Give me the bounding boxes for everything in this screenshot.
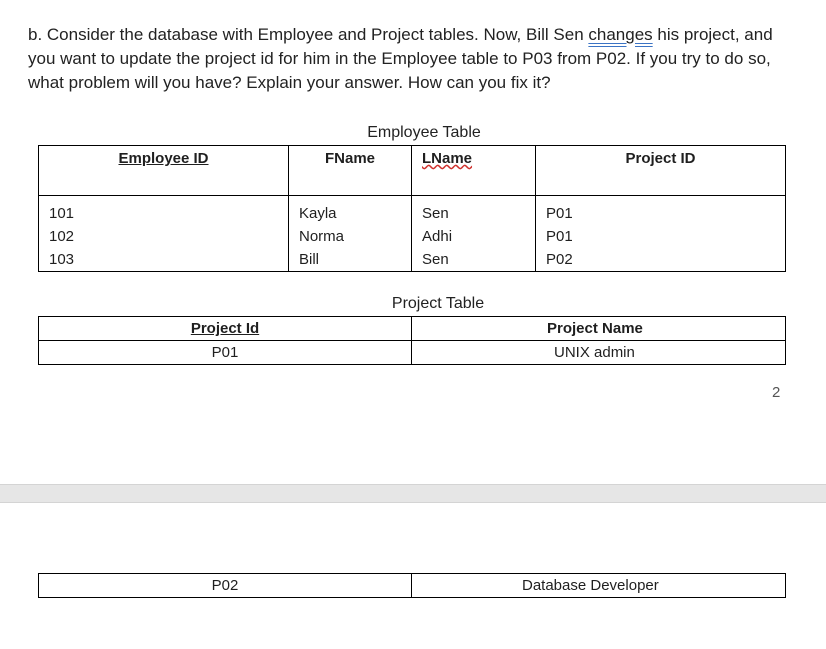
header-project-id: Project Id [39,317,412,341]
page-number: 2 [772,384,781,401]
cell-project-id: P01 [39,341,412,365]
cell-employee-id: 103 [39,248,289,272]
table-row [39,574,786,598]
table-row [39,341,786,365]
cell-fname: Bill [289,248,412,272]
header-employee-id: Employee ID [39,146,289,196]
cell-project-name: Database Developer [412,574,786,598]
cell-fname: Kayla [289,196,412,226]
cell-employee-id: 102 [39,225,289,248]
question-part1: b. Consider the database with Employee and Project tables. Now, Bill Sen [28,25,589,44]
header-fname: FName [289,146,412,196]
cell-fname: Norma [289,225,412,248]
project-table-caption: Project Table [391,295,485,312]
cell-lname: Adhi [412,225,536,248]
project-table [38,316,786,365]
grammar-flag-word: changes [588,25,653,44]
header-project-id: Project ID [536,146,786,196]
project-table-header [39,317,786,341]
employee-table [38,145,786,272]
cell-project-id: P02 [536,248,786,272]
header-project-name: Project Name [412,317,786,341]
cell-project-id: P01 [536,196,786,226]
employee-table-header [39,146,786,196]
cell-project-id: P01 [536,225,786,248]
header-lname-text: LName [422,150,473,167]
project-table-continued [38,573,786,598]
table-row [39,225,786,248]
question-part2: his project, and you want to update the project id for him in the Employee table to P03 from P02. If you try to do so, what problem will you have? Explain your answer. How can you fix it? [28,25,773,92]
cell-project-id: P02 [39,574,412,598]
header-lname [412,146,536,196]
table-row [39,248,786,272]
cell-employee-id: 101 [39,196,289,226]
cell-lname: Sen [412,248,536,272]
question-text [28,23,798,95]
table-row [39,196,786,226]
cell-lname: Sen [412,196,536,226]
employee-table-caption: Employee Table [367,124,481,141]
page-break-gap [0,484,826,503]
cell-project-name: UNIX admin [412,341,786,365]
